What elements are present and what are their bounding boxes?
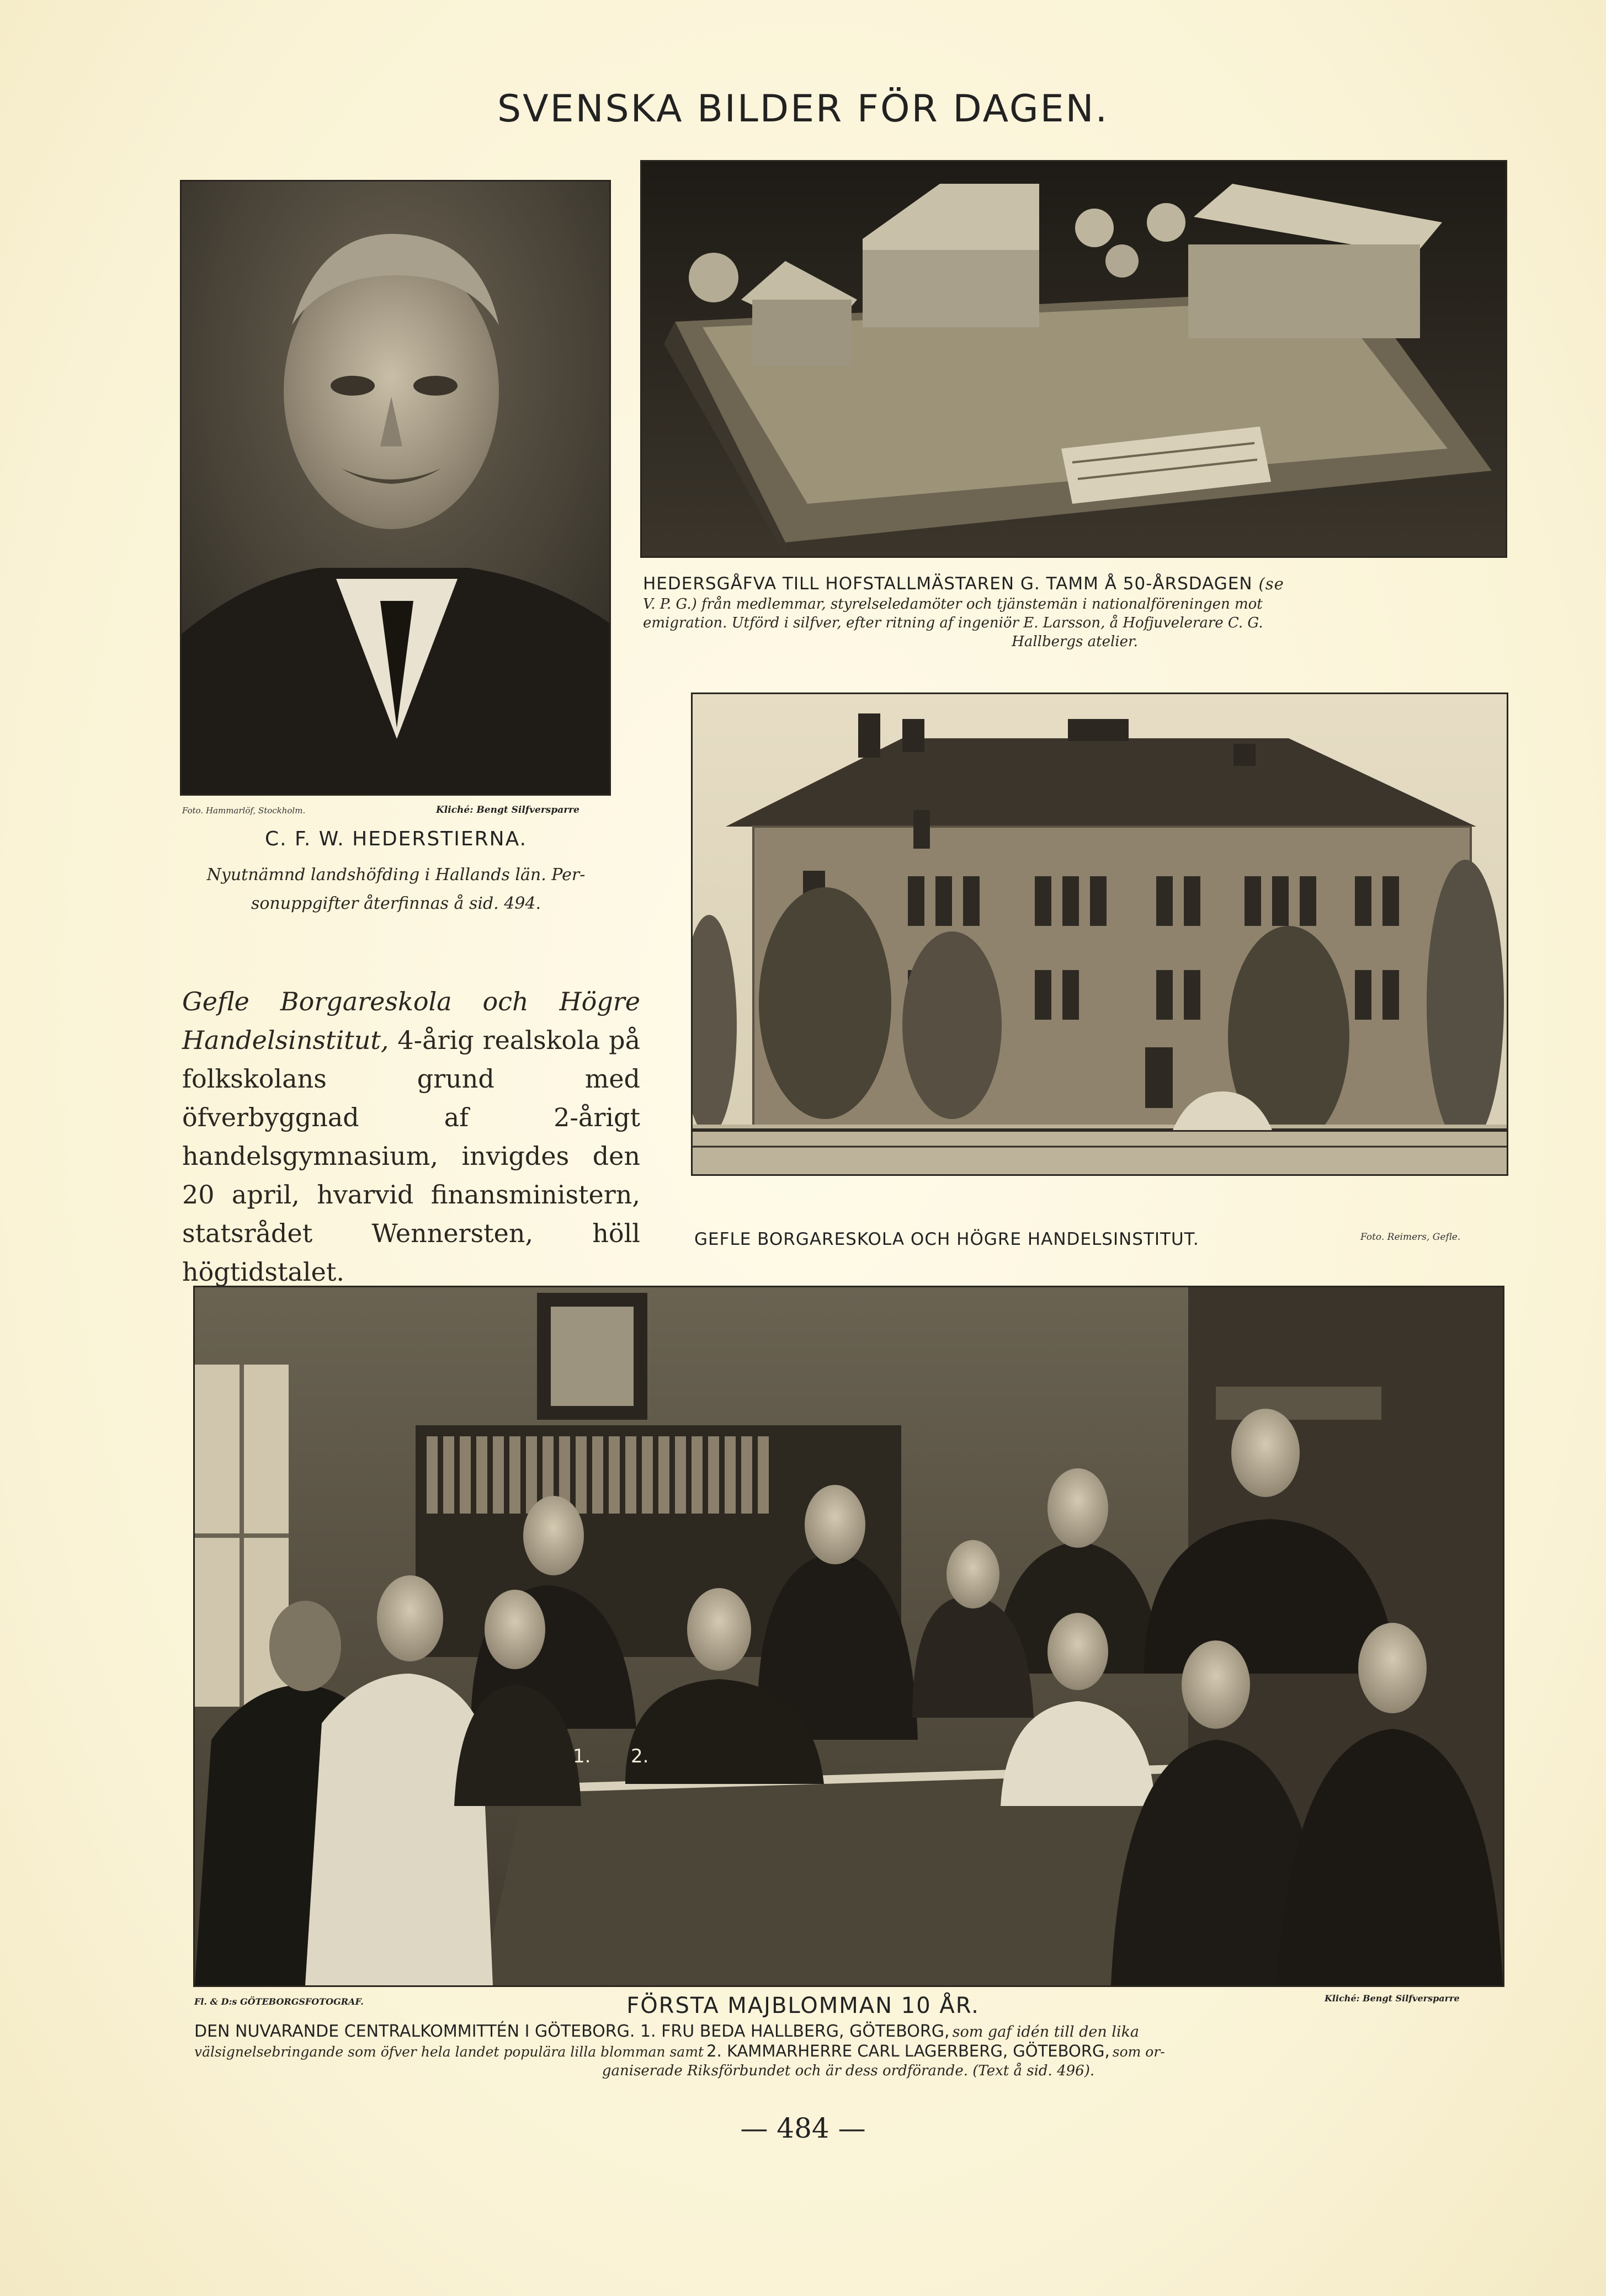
model-photo — [640, 160, 1507, 558]
group-label-1: 1. — [573, 1745, 591, 1767]
group-caption-line1-upper: DEN NUVARANDE CENTRALKOMMITTÉN I GÖTEBORG. 1. FRU BEDA HALLBERG, GÖTEBORG, — [194, 2022, 950, 2041]
group-label-2: 2. — [631, 1745, 649, 1767]
school-caption: GEFLE BORGARESKOLA OCH HÖGRE HANDELSINSTITUT. — [694, 1229, 1199, 1249]
school-credit: Foto. Reimers, Gefle. — [1360, 1232, 1461, 1243]
model-illustration — [642, 162, 1506, 556]
model-caption-title — [643, 574, 1284, 594]
group-caption-line2-italic: välsignelsebringande som öfver hela landet populära lilla blomman samt — [194, 2044, 704, 2060]
portrait-illustration — [182, 182, 609, 794]
school-photo — [691, 692, 1508, 1176]
group-title: FÖRSTA MAJBLOMMAN 10 ÅR. — [626, 1993, 980, 2018]
group-caption-line3: ganiserade Riksförbundet och är dess ordförande. (Text å sid. 496). — [602, 2063, 1095, 2079]
article — [182, 982, 640, 1291]
model-caption-line3: emigration. Utförd i silfver, efter ritning af ingeniör E. Larsson, å Hofjuvelerare C. G. — [643, 615, 1263, 631]
portrait-caption-line1: Nyutnämnd landshöfding i Hallands län. Per- — [206, 865, 586, 885]
group-caption-line2 — [194, 2042, 1502, 2060]
group-photo-credit: Fl. & D:s GÖTEBORGSFOTOGRAF. — [194, 1996, 364, 2007]
model-caption-title-tail: (se — [1258, 574, 1284, 593]
group-caption-line1 — [194, 2022, 1502, 2041]
page-number: — 484 — — [740, 2112, 866, 2144]
group-caption-line2-tail: som or- — [1112, 2044, 1165, 2060]
portrait-photo — [180, 180, 611, 796]
group-photo — [193, 1286, 1504, 1987]
model-caption-line4: Hallbergs atelier. — [1012, 633, 1138, 650]
portrait-name: C. F. W. HEDERSTIERNA. — [264, 828, 528, 850]
portrait-cliche-credit: Kliché: Bengt Silfversparre — [436, 805, 579, 816]
model-caption-title-text: HEDERSGÅFVA TILL HOFSTALLMÄSTAREN G. TAMM Å 50-ÅRSDAGEN — [643, 574, 1253, 594]
article-lead: Gefle Borgareskola och Högre Handelsinstitut, — [182, 987, 640, 1055]
article-body: 4-årig realskola på folkskolans grund med öfverbyggnad af 2-årigt handelsgymnasium, invigdes den 20 april, hvarvid finansministern, statsrådet Wennersten, höll högtidstalet. — [182, 1025, 640, 1287]
group-caption-line2-upper: 2. KAMMARHERRE CARL LAGERBERG, GÖTEBORG, — [706, 2042, 1110, 2060]
model-caption-line2: V. P. G.) från medlemmar, styrelseledamöter och tjänstemän i nationalföreningen mot — [643, 596, 1263, 612]
portrait-caption-line2: sonuppgifter återfinnas å sid. 494. — [251, 894, 541, 913]
running-head: SVENSKA BILDER FÖR DAGEN. — [497, 87, 1109, 131]
school-illustration — [693, 694, 1507, 1174]
group-cliche-credit: Kliché: Bengt Silfversparre — [1325, 1993, 1460, 2004]
group-illustration — [195, 1287, 1503, 1985]
group-caption-line1-italic: som gaf idén till den lika — [952, 2023, 1140, 2041]
portrait-photo-credit: Foto. Hammarlöf, Stockholm. — [182, 806, 306, 816]
